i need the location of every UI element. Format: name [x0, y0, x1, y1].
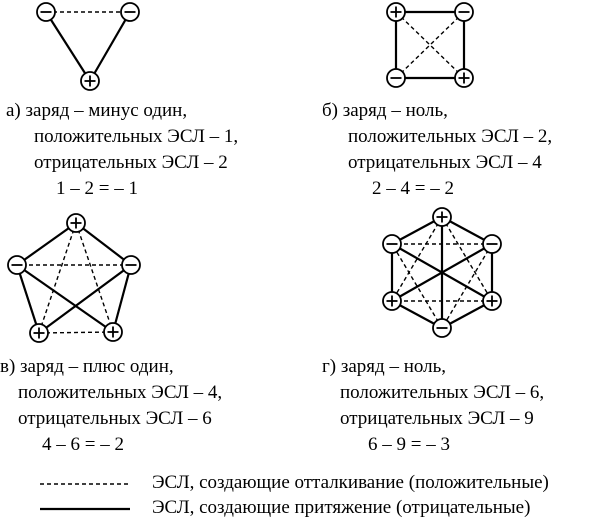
caption-d-line2: положительных ЭСЛ – 6,	[340, 382, 545, 403]
graph-c	[8, 214, 140, 342]
caption-d-line1: г) заряд – ноль,	[322, 356, 447, 377]
attraction-edge	[17, 265, 113, 332]
positive-charge-node	[483, 292, 501, 310]
caption-b-line1: б) заряд – ноль,	[322, 100, 448, 121]
caption-d-line4: 6 – 9 = – 3	[368, 434, 450, 455]
legend-lines	[40, 484, 130, 509]
negative-charge-node	[8, 256, 26, 274]
negative-charge-node	[483, 235, 501, 253]
repulsion-edge	[76, 223, 113, 332]
attraction-edge	[46, 12, 90, 81]
caption-a-line1: а) заряд – минус один,	[6, 100, 188, 121]
caption-b-line2: положительных ЭСЛ – 2,	[348, 126, 553, 147]
positive-charge-node	[383, 292, 401, 310]
graph-b	[387, 3, 473, 87]
legend-dashed-label: ЭСЛ, создающие отталкивание (положительные)	[152, 472, 549, 493]
negative-charge-node	[37, 3, 55, 21]
caption-c-line4: 4 – 6 = – 2	[42, 434, 124, 455]
caption-b-line4: 2 – 4 = – 2	[372, 178, 454, 199]
attraction-edge	[39, 265, 131, 333]
graph-d	[383, 208, 501, 337]
graph-a	[37, 3, 139, 90]
negative-charge-node	[122, 256, 140, 274]
repulsion-edge	[39, 332, 113, 333]
repulsion-edge	[39, 223, 76, 333]
legend-solid-label: ЭСЛ, создающие притяжение (отрицательные)	[152, 497, 531, 518]
caption-a-line3: отрицательных ЭСЛ – 2	[34, 152, 228, 173]
attraction-edge	[17, 265, 39, 333]
positive-charge-node	[67, 214, 85, 232]
negative-charge-node	[455, 3, 473, 21]
caption-a-line2: положительных ЭСЛ – 1,	[34, 126, 239, 147]
negative-charge-node	[387, 69, 405, 87]
negative-charge-node	[433, 319, 451, 337]
caption-c-line3: отрицательных ЭСЛ – 6	[18, 408, 212, 429]
negative-charge-node	[121, 3, 139, 21]
positive-charge-node	[455, 69, 473, 87]
positive-charge-node	[433, 208, 451, 226]
positive-charge-node	[30, 324, 48, 342]
positive-charge-node	[81, 72, 99, 90]
positive-charge-node	[104, 323, 122, 341]
caption-b-line3: отрицательных ЭСЛ – 4	[348, 152, 542, 173]
negative-charge-node	[383, 235, 401, 253]
positive-charge-node	[387, 3, 405, 21]
attraction-edge	[17, 223, 76, 265]
caption-c-line2: положительных ЭСЛ – 4,	[18, 382, 223, 403]
caption-d-line3: отрицательных ЭСЛ – 9	[340, 408, 534, 429]
attraction-edge	[76, 223, 131, 265]
attraction-edge	[90, 12, 130, 81]
caption-c-line1: в) заряд – плюс один,	[0, 356, 174, 377]
caption-a-line4: 1 – 2 = – 1	[56, 178, 138, 199]
